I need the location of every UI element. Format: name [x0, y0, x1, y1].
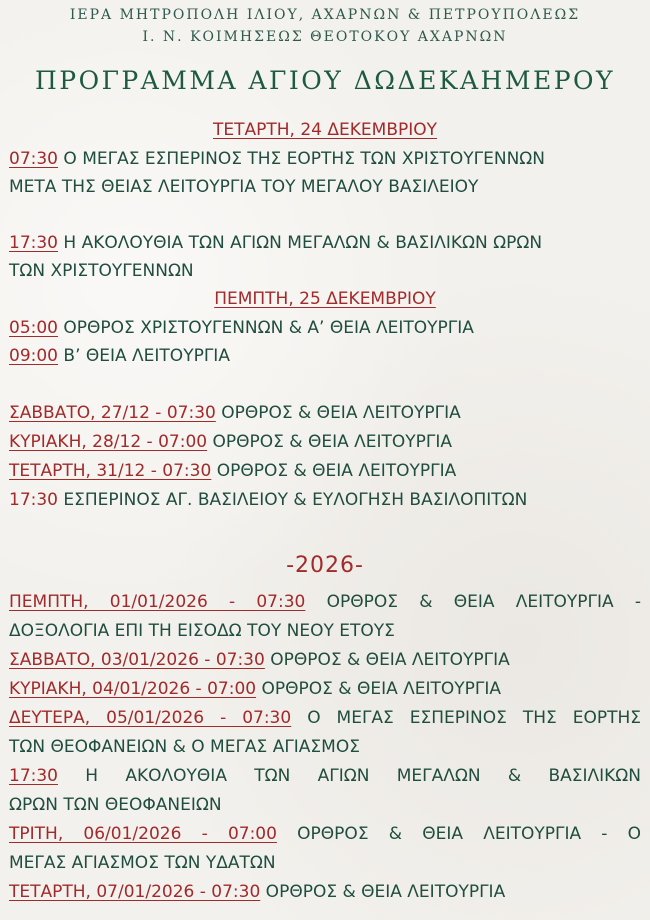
service-text: ΕΣΠΕΡΙΝΟΣ ΑΓ. ΒΑΣΙΛΕΙΟΥ & ΕΥΛΟΓΗΣΗ ΒΑΣΙΛΟΠΙΤΩΝ [58, 490, 528, 510]
service-time: 17:30 [9, 766, 58, 786]
service-line [9, 318, 641, 338]
service-date: ΣΑΒΒΑΤΟ, 27/12 - 07:30 [9, 403, 216, 423]
service-line-continued: ΤΩΝ ΧΡΙΣΤΟΥΓΕΝΝΩΝ [9, 261, 194, 281]
service-line [9, 346, 641, 366]
service-date: ΔΕΥΤΕΡΑ, 05/01/2026 - 07:30 [9, 708, 292, 728]
service-text: Ο ΜΕΓΑΣ ΕΣΠΕΡΙΝΟΣ ΤΗΣ ΕΟΡΤΗΣ ΤΩΝ ΧΡΙΣΤΟΥΓΕΝΝΩΝ [58, 149, 546, 169]
service-line-continued: ΤΩΝ ΘΕΟΦΑΝΕΙΩΝ & Ο ΜΕΓΑΣ ΑΓΙΑΣΜΟΣ [9, 737, 360, 757]
service-line [9, 679, 641, 699]
service-line [9, 149, 641, 169]
service-line-continued: ΩΡΩΝ ΤΩΝ ΘΕΟΦΑΝΕΙΩΝ [9, 795, 222, 815]
service-time: 09:00 [9, 346, 58, 366]
service-text: Β’ ΘΕΙΑ ΛΕΙΤΟΥΡΓΙΑ [58, 346, 230, 366]
service-line [9, 233, 641, 253]
service-line [9, 650, 641, 670]
service-date: ΤΡΙΤΗ, 06/01/2026 - 07:00 [9, 824, 277, 844]
service-text: ΟΡΘΡΟΣ ΧΡΙΣΤΟΥΓΕΝΝΩΝ & Α’ ΘΕΙΑ ΛΕΙΤΟΥΡΓΙΑ [58, 318, 474, 338]
service-time: 05:00 [9, 318, 58, 338]
service-line [9, 882, 641, 902]
service-line [9, 592, 641, 612]
service-date: ΠΕΜΠΤΗ, 01/01/2026 - 07:30 [9, 592, 306, 612]
service-date: ΚΥΡΙΑΚΗ, 28/12 - 07:00 [9, 432, 208, 452]
service-text: ΟΡΘΡΟΣ & ΘΕΙΑ ΛΕΙΤΟΥΡΓΙΑ - Ο [297, 824, 642, 844]
service-text: Η ΑΚΟΛΟΥΘΙΑ ΤΩΝ ΑΓΙΩΝ ΜΕΓΑΛΩΝ & ΒΑΣΙΛΙΚΩΝ ΩΡΩΝ [58, 233, 543, 253]
service-text: ΟΡΘΡΟΣ & ΘΕΙΑ ΛΕΙΤΟΥΡΓΙΑ - [326, 592, 642, 612]
service-text: ΟΡΘΡΟΣ & ΘΕΙΑ ΛΕΙΤΟΥΡΓΙΑ [207, 432, 453, 452]
metropolis-name: ΙΕΡΑ ΜΗΤΡΟΠΟΛΗ ΙΛΙΟΥ, ΑΧΑΡΝΩΝ & ΠΕΤΡΟΥΠΟΛΕΩΣ [69, 7, 581, 23]
date-heading-dec25: ΠΕΜΠΤΗ, 25 ΔΕΚΕΜΒΡΙΟΥ [214, 289, 436, 309]
date-heading-dec24: ΤΕΤΑΡΤΗ, 24 ΔΕΚΕΜΒΡΙΟΥ [212, 120, 438, 140]
service-line-continued: ΜΕΤΑ ΤΗΣ ΘΕΙΑΣ ΛΕΙΤΟΥΡΓΙΑ ΤΟΥ ΜΕΓΑΛΟΥ ΒΑΣΙΛΕΙΟΥ [9, 177, 479, 197]
service-time: 07:30 [9, 149, 58, 169]
service-line-continued: ΔΟΞΟΛΟΓΙΑ ΕΠΙ ΤΗ ΕΙΣΟΔΩ ΤΟΥ ΝΕΟΥ ΕΤΟΥΣ [9, 621, 395, 641]
service-time: 17:30 [9, 233, 58, 253]
service-line [9, 824, 641, 844]
service-text: Η ΑΚΟΛΟΥΘΙΑ ΤΩΝ ΑΓΙΩΝ ΜΕΓΑΛΩΝ & ΒΑΣΙΛΙΚΩΝ [85, 766, 641, 786]
service-line [9, 403, 641, 423]
service-line-continued: ΜΕΓΑΣ ΑΓΙΑΣΜΟΣ ΤΩΝ ΥΔΑΤΩΝ [9, 853, 276, 873]
service-line [9, 708, 641, 728]
year-heading: -2026- [286, 553, 364, 578]
service-line [9, 432, 641, 452]
service-time: 17:30 [9, 490, 58, 510]
service-line [9, 461, 641, 481]
service-line [9, 766, 641, 786]
service-date: ΣΑΒΒΑΤΟ, 03/01/2026 - 07:30 [9, 650, 265, 670]
service-text: ΟΡΘΡΟΣ & ΘΕΙΑ ΛΕΙΤΟΥΡΓΙΑ [260, 882, 506, 902]
service-text: ΟΡΘΡΟΣ & ΘΕΙΑ ΛΕΙΤΟΥΡΓΙΑ [211, 461, 457, 481]
service-text: ΟΡΘΡΟΣ & ΘΕΙΑ ΛΕΙΤΟΥΡΓΙΑ [256, 679, 502, 699]
service-line [9, 490, 641, 510]
service-date: ΤΕΤΑΡΤΗ, 07/01/2026 - 07:30 [9, 882, 261, 902]
service-text: ΟΡΘΡΟΣ & ΘΕΙΑ ΛΕΙΤΟΥΡΓΙΑ [215, 403, 461, 423]
service-date: ΚΥΡΙΑΚΗ, 04/01/2026 - 07:00 [9, 679, 257, 699]
church-name: Ι. Ν. ΚΟΙΜΗΣΕΩΣ ΘΕΟΤΟΚΟΥ ΑΧΑΡΝΩΝ [142, 29, 508, 45]
service-text: ΟΡΘΡΟΣ & ΘΕΙΑ ΛΕΙΤΟΥΡΓΙΑ [264, 650, 510, 670]
page-title: ΠΡΟΓΡΑΜΜΑ ΑΓΙΟΥ ΔΩΔΕΚΑΗΜΕΡΟΥ [34, 66, 616, 95]
service-text: Ο ΜΕΓΑΣ ΕΣΠΕΡΙΝΟΣ ΤΗΣ ΕΟΡΤΗΣ [307, 708, 642, 728]
service-date: ΤΕΤΑΡΤΗ, 31/12 - 07:30 [9, 461, 212, 481]
